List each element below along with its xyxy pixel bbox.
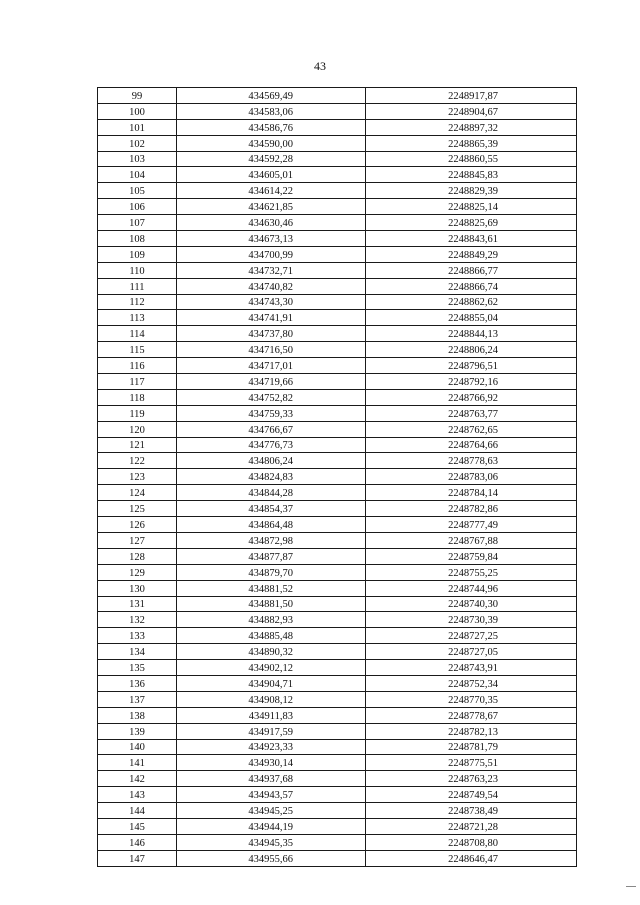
x-coordinate-cell: 434882,93: [177, 612, 366, 628]
y-coordinate-cell: 2248646,47: [366, 850, 577, 866]
point-number-cell: 145: [98, 818, 177, 834]
table-row: [98, 771, 577, 787]
table-row: [98, 660, 577, 676]
y-coordinate-cell: 2248740,30: [366, 596, 577, 612]
table-row: [98, 135, 577, 151]
y-coordinate-cell: 2248781,79: [366, 739, 577, 755]
point-number-cell: 126: [98, 517, 177, 533]
x-coordinate-cell: 434864,48: [177, 517, 366, 533]
x-coordinate-cell: 434881,50: [177, 596, 366, 612]
point-number-cell: 147: [98, 850, 177, 866]
x-coordinate-cell: 434583,06: [177, 103, 366, 119]
y-coordinate-cell: 2248763,77: [366, 405, 577, 421]
table-row: [98, 246, 577, 262]
y-coordinate-cell: 2248743,91: [366, 660, 577, 676]
point-number-cell: 135: [98, 660, 177, 676]
x-coordinate-cell: 434885,48: [177, 628, 366, 644]
point-number-cell: 129: [98, 564, 177, 580]
point-number-cell: 105: [98, 183, 177, 199]
table-row: [98, 469, 577, 485]
point-number-cell: 109: [98, 246, 177, 262]
table-row: [98, 628, 577, 644]
x-coordinate-cell: 434904,71: [177, 675, 366, 691]
table-row: [98, 691, 577, 707]
x-coordinate-cell: 434716,50: [177, 342, 366, 358]
x-coordinate-cell: 434737,80: [177, 326, 366, 342]
x-coordinate-cell: 434945,35: [177, 834, 366, 850]
x-coordinate-cell: 434700,99: [177, 246, 366, 262]
y-coordinate-cell: 2248767,88: [366, 532, 577, 548]
table-row: [98, 803, 577, 819]
point-number-cell: 140: [98, 739, 177, 755]
x-coordinate-cell: 434902,12: [177, 660, 366, 676]
coordinates-table: [97, 87, 577, 867]
table-row: [98, 437, 577, 453]
table-row: [98, 389, 577, 405]
table-row: [98, 787, 577, 803]
coordinates-table-body: [98, 88, 577, 867]
x-coordinate-cell: 434732,71: [177, 262, 366, 278]
x-coordinate-cell: 434630,46: [177, 215, 366, 231]
y-coordinate-cell: 2248752,34: [366, 675, 577, 691]
x-coordinate-cell: 434881,52: [177, 580, 366, 596]
table-row: [98, 675, 577, 691]
y-coordinate-cell: 2248897,32: [366, 119, 577, 135]
table-row: [98, 501, 577, 517]
point-number-cell: 132: [98, 612, 177, 628]
table-row: [98, 183, 577, 199]
x-coordinate-cell: 434879,70: [177, 564, 366, 580]
x-coordinate-cell: 434759,33: [177, 405, 366, 421]
y-coordinate-cell: 2248806,24: [366, 342, 577, 358]
point-number-cell: 117: [98, 374, 177, 390]
table-row: [98, 151, 577, 167]
x-coordinate-cell: 434877,87: [177, 548, 366, 564]
y-coordinate-cell: 2248849,29: [366, 246, 577, 262]
x-coordinate-cell: 434743,30: [177, 294, 366, 310]
y-coordinate-cell: 2248844,13: [366, 326, 577, 342]
y-coordinate-cell: 2248727,05: [366, 644, 577, 660]
point-number-cell: 100: [98, 103, 177, 119]
x-coordinate-cell: 434955,66: [177, 850, 366, 866]
x-coordinate-cell: 434766,67: [177, 421, 366, 437]
x-coordinate-cell: 434911,83: [177, 707, 366, 723]
point-number-cell: 127: [98, 532, 177, 548]
table-row: [98, 342, 577, 358]
x-coordinate-cell: 434590,00: [177, 135, 366, 151]
point-number-cell: 141: [98, 755, 177, 771]
y-coordinate-cell: 2248783,06: [366, 469, 577, 485]
y-coordinate-cell: 2248762,65: [366, 421, 577, 437]
table-row: [98, 421, 577, 437]
point-number-cell: 120: [98, 421, 177, 437]
point-number-cell: 114: [98, 326, 177, 342]
table-row: [98, 532, 577, 548]
table-row: [98, 262, 577, 278]
y-coordinate-cell: 2248866,77: [366, 262, 577, 278]
table-row: [98, 818, 577, 834]
y-coordinate-cell: 2248777,49: [366, 517, 577, 533]
x-coordinate-cell: 434824,83: [177, 469, 366, 485]
point-number-cell: 134: [98, 644, 177, 660]
y-coordinate-cell: 2248865,39: [366, 135, 577, 151]
point-number-cell: 138: [98, 707, 177, 723]
x-coordinate-cell: 434908,12: [177, 691, 366, 707]
point-number-cell: 106: [98, 199, 177, 215]
x-coordinate-cell: 434673,13: [177, 231, 366, 247]
y-coordinate-cell: 2248755,25: [366, 564, 577, 580]
point-number-cell: 139: [98, 723, 177, 739]
table-row: [98, 485, 577, 501]
point-number-cell: 142: [98, 771, 177, 787]
y-coordinate-cell: 2248796,51: [366, 358, 577, 374]
table-row: [98, 88, 577, 104]
y-coordinate-cell: 2248860,55: [366, 151, 577, 167]
y-coordinate-cell: 2248730,39: [366, 612, 577, 628]
point-number-cell: 112: [98, 294, 177, 310]
point-number-cell: 102: [98, 135, 177, 151]
table-row: [98, 755, 577, 771]
table-row: [98, 723, 577, 739]
point-number-cell: 115: [98, 342, 177, 358]
x-coordinate-cell: 434752,82: [177, 389, 366, 405]
table-row: [98, 278, 577, 294]
y-coordinate-cell: 2248904,67: [366, 103, 577, 119]
table-row: [98, 517, 577, 533]
table-row: [98, 310, 577, 326]
x-coordinate-cell: 434719,66: [177, 374, 366, 390]
page-number: 43: [314, 59, 326, 73]
table-row: [98, 199, 577, 215]
y-coordinate-cell: 2248770,35: [366, 691, 577, 707]
y-coordinate-cell: 2248738,49: [366, 803, 577, 819]
point-number-cell: 110: [98, 262, 177, 278]
point-number-cell: 128: [98, 548, 177, 564]
x-coordinate-cell: 434930,14: [177, 755, 366, 771]
y-coordinate-cell: 2248744,96: [366, 580, 577, 596]
x-coordinate-cell: 434944,19: [177, 818, 366, 834]
table-row: [98, 103, 577, 119]
x-coordinate-cell: 434923,33: [177, 739, 366, 755]
y-coordinate-cell: 2248792,16: [366, 374, 577, 390]
x-coordinate-cell: 434592,28: [177, 151, 366, 167]
y-coordinate-cell: 2248866,74: [366, 278, 577, 294]
point-number-cell: 124: [98, 485, 177, 501]
x-coordinate-cell: 434740,82: [177, 278, 366, 294]
x-coordinate-cell: 434776,73: [177, 437, 366, 453]
x-coordinate-cell: 434621,85: [177, 199, 366, 215]
y-coordinate-cell: 2248782,13: [366, 723, 577, 739]
point-number-cell: 104: [98, 167, 177, 183]
y-coordinate-cell: 2248759,84: [366, 548, 577, 564]
scan-mark: [626, 886, 636, 887]
point-number-cell: 121: [98, 437, 177, 453]
x-coordinate-cell: 434586,76: [177, 119, 366, 135]
y-coordinate-cell: 2248763,23: [366, 771, 577, 787]
point-number-cell: 133: [98, 628, 177, 644]
point-number-cell: 130: [98, 580, 177, 596]
point-number-cell: 118: [98, 389, 177, 405]
y-coordinate-cell: 2248778,63: [366, 453, 577, 469]
table-row: [98, 405, 577, 421]
point-number-cell: 107: [98, 215, 177, 231]
x-coordinate-cell: 434917,59: [177, 723, 366, 739]
table-row: [98, 580, 577, 596]
x-coordinate-cell: 434717,01: [177, 358, 366, 374]
table-row: [98, 215, 577, 231]
y-coordinate-cell: 2248766,92: [366, 389, 577, 405]
point-number-cell: 123: [98, 469, 177, 485]
table-row: [98, 119, 577, 135]
point-number-cell: 122: [98, 453, 177, 469]
x-coordinate-cell: 434614,22: [177, 183, 366, 199]
table-row: [98, 644, 577, 660]
point-number-cell: 137: [98, 691, 177, 707]
table-row: [98, 294, 577, 310]
y-coordinate-cell: 2248825,69: [366, 215, 577, 231]
point-number-cell: 99: [98, 88, 177, 104]
y-coordinate-cell: 2248855,04: [366, 310, 577, 326]
table-row: [98, 167, 577, 183]
table-row: [98, 231, 577, 247]
y-coordinate-cell: 2248749,54: [366, 787, 577, 803]
y-coordinate-cell: 2248784,14: [366, 485, 577, 501]
x-coordinate-cell: 434872,98: [177, 532, 366, 548]
point-number-cell: 131: [98, 596, 177, 612]
table-row: [98, 834, 577, 850]
y-coordinate-cell: 2248843,61: [366, 231, 577, 247]
point-number-cell: 119: [98, 405, 177, 421]
table-row: [98, 739, 577, 755]
y-coordinate-cell: 2248917,87: [366, 88, 577, 104]
y-coordinate-cell: 2248862,62: [366, 294, 577, 310]
point-number-cell: 116: [98, 358, 177, 374]
y-coordinate-cell: 2248829,39: [366, 183, 577, 199]
table-row: [98, 374, 577, 390]
x-coordinate-cell: 434854,37: [177, 501, 366, 517]
y-coordinate-cell: 2248782,86: [366, 501, 577, 517]
table-row: [98, 358, 577, 374]
x-coordinate-cell: 434937,68: [177, 771, 366, 787]
point-number-cell: 146: [98, 834, 177, 850]
y-coordinate-cell: 2248778,67: [366, 707, 577, 723]
point-number-cell: 111: [98, 278, 177, 294]
table-row: [98, 548, 577, 564]
y-coordinate-cell: 2248825,14: [366, 199, 577, 215]
point-number-cell: 144: [98, 803, 177, 819]
x-coordinate-cell: 434806,24: [177, 453, 366, 469]
table-row: [98, 326, 577, 342]
table-row: [98, 564, 577, 580]
y-coordinate-cell: 2248721,28: [366, 818, 577, 834]
table-row: [98, 612, 577, 628]
table-row: [98, 850, 577, 866]
table-row: [98, 596, 577, 612]
point-number-cell: 108: [98, 231, 177, 247]
x-coordinate-cell: 434943,57: [177, 787, 366, 803]
point-number-cell: 101: [98, 119, 177, 135]
x-coordinate-cell: 434605,01: [177, 167, 366, 183]
y-coordinate-cell: 2248708,80: [366, 834, 577, 850]
point-number-cell: 143: [98, 787, 177, 803]
table-row: [98, 453, 577, 469]
point-number-cell: 125: [98, 501, 177, 517]
table-row: [98, 707, 577, 723]
point-number-cell: 136: [98, 675, 177, 691]
x-coordinate-cell: 434844,28: [177, 485, 366, 501]
y-coordinate-cell: 2248775,51: [366, 755, 577, 771]
y-coordinate-cell: 2248727,25: [366, 628, 577, 644]
point-number-cell: 113: [98, 310, 177, 326]
point-number-cell: 103: [98, 151, 177, 167]
x-coordinate-cell: 434890,32: [177, 644, 366, 660]
y-coordinate-cell: 2248845,83: [366, 167, 577, 183]
x-coordinate-cell: 434741,91: [177, 310, 366, 326]
y-coordinate-cell: 2248764,66: [366, 437, 577, 453]
x-coordinate-cell: 434569,49: [177, 88, 366, 104]
x-coordinate-cell: 434945,25: [177, 803, 366, 819]
